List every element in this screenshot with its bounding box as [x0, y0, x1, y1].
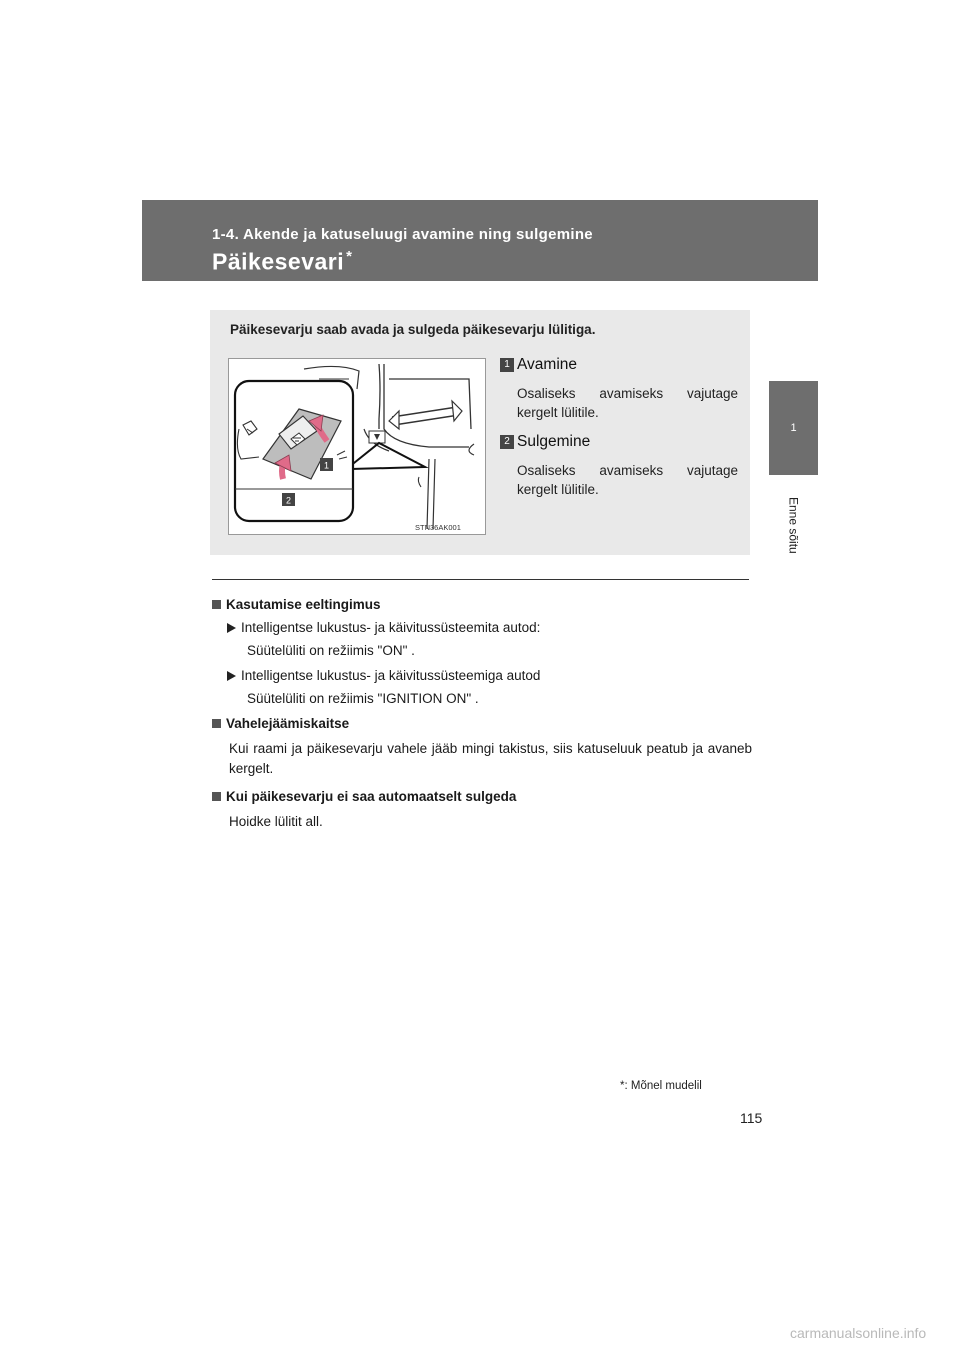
note-heading [212, 597, 752, 612]
chapter-label: Enne sõitu [786, 496, 801, 554]
step-title: Sulgemine [517, 433, 591, 450]
triangle-bullet-icon [227, 623, 236, 633]
square-bullet-icon [212, 600, 221, 609]
footnote-text: : Mõnel mudelil [624, 1080, 702, 1092]
note-heading [212, 789, 752, 804]
note-text: Hoidke lülitit all. [229, 814, 323, 829]
triangle-bullet-icon [227, 671, 236, 681]
notes-section [212, 597, 752, 842]
callout-1-label: 1 [323, 460, 330, 471]
square-bullet-icon [212, 792, 221, 801]
chapter-tab-number [769, 381, 818, 475]
note-heading-text: Vahelejäämiskaitse [226, 716, 350, 731]
step-title: Avamine [517, 356, 578, 373]
note-subtext: Süütelüliti on režiimis "ON" . [247, 643, 415, 658]
step-number-badge: 2 [500, 435, 514, 449]
step-close [500, 433, 740, 499]
chapter-number: 1 [790, 422, 797, 434]
page-title [212, 248, 352, 276]
note-bullet [227, 620, 752, 635]
illustration-drawing [229, 359, 485, 534]
sunshade-switch-illustration [228, 358, 486, 535]
note-bullet-text: Intelligentse lukustus- ja käivitussüsteemita autod: [241, 620, 541, 635]
note-bullet-text: Intelligentse lukustus- ja käivitussüsteemiga autod [241, 668, 541, 683]
callout-2-label: 2 [285, 495, 292, 506]
step-number-badge: 1 [500, 358, 514, 372]
section-title: 1-4. Akende ja katuseluugi avamine ning sulgemine [212, 226, 593, 243]
illustration-code: STN36AK001 [415, 523, 461, 532]
step-description: Osaliseks avamiseks vajutage kergelt lülitile. [517, 463, 738, 498]
section-header [142, 200, 818, 281]
overview-intro: Päikesevarju saab avada ja sulgeda päikesevarju lülitiga. [230, 322, 596, 337]
page-number: 115 [740, 1110, 763, 1126]
note-bullet [227, 668, 752, 683]
note-heading [212, 716, 752, 731]
overview-box [210, 310, 750, 555]
note-text: Kui raami ja päikesevarju vahele jääb mingi takistus, siis katuseluuk peatub ja avaneb kergelt. [229, 741, 752, 776]
square-bullet-icon [212, 719, 221, 728]
step-description: Osaliseks avamiseks vajutage kergelt lülitile. [517, 386, 738, 421]
footnote [620, 1080, 702, 1092]
asterisk-icon: * [620, 1080, 625, 1092]
note-heading-text: Kasutamise eeltingimus [226, 597, 381, 612]
note-subtext: Süütelüliti on režiimis "IGNITION ON" . [247, 691, 479, 706]
model-availability-mark: * [346, 248, 353, 265]
chapter-tab-label [769, 480, 818, 570]
step-open [500, 356, 740, 422]
note-heading-text: Kui päikesevarju ei saa automaatselt sulgeda [226, 789, 517, 804]
watermark: carmanualsonline.info [790, 1325, 927, 1341]
page-title-text: Päikesevari [212, 248, 345, 275]
section-divider [212, 579, 749, 580]
